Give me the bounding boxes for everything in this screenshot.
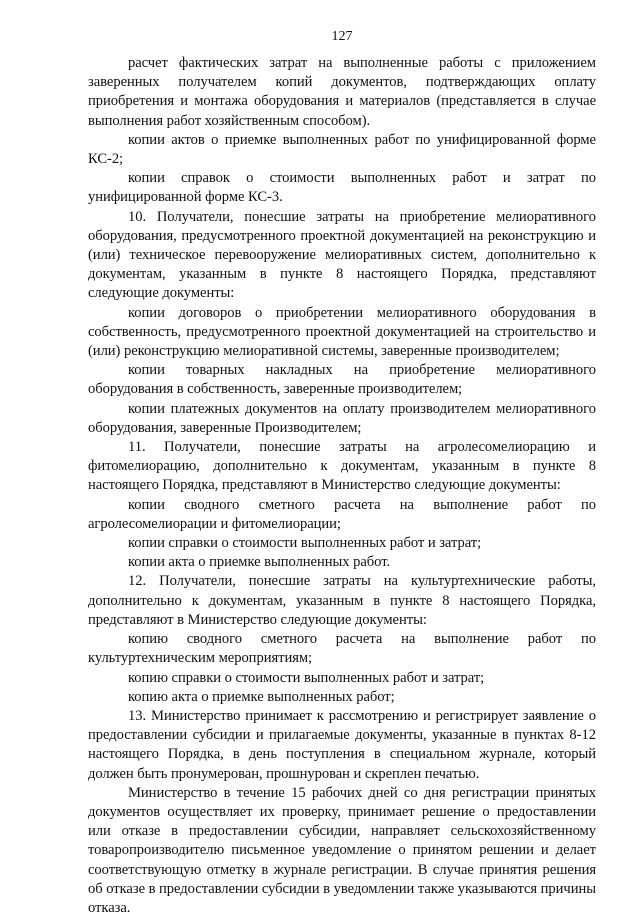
paragraph: копии сводного сметного расчета на выполнение работ по агролесомелиорации и фитомелиорации; bbox=[88, 496, 596, 532]
paragraph: копии договоров о приобретении мелиоративного оборудования в собственность, предусмотренного проектной документацией на строительство и (или) реконструкцию мелиоративной системы, заверенные производителем; bbox=[88, 304, 596, 360]
paragraph: копии акта о приемке выполненных работ. bbox=[128, 554, 391, 571]
paragraph: 11. Получатели, понесшие затраты на агролесомелиорацию и фитомелиорацию, дополнительно к документам, указанным в пункте 8 настоящего Порядка, представляют в Министерство следующие документы: bbox=[88, 439, 596, 494]
paragraph: расчет фактических затрат на выполненные работы с приложением заверенных получателем копий документов, подтверждающих оплату приобретения и монтажа оборудования и материалов (представляется в случае выполнения работ хозяйственным способом). bbox=[88, 55, 596, 129]
paragraph: копии актов о приемке выполненных работ по унифицированной форме КС-2; bbox=[88, 131, 596, 168]
document-page bbox=[88, 28, 596, 918]
paragraph: 13. Министерство принимает к рассмотрению и регистрирует заявление о предоставлении субсидии и прилагаемые документы, указанные в пунктах 8-12 настоящего Порядка, в день поступления в специальном журнале, который должен быть пронумерован, прошнурован и скреплен печатью. bbox=[88, 707, 596, 782]
paragraph: копию справки о стоимости выполненных работ и затрат; bbox=[128, 669, 485, 686]
paragraph: копии справки о стоимости выполненных работ и затрат; bbox=[128, 535, 482, 552]
paragraph: копию акта о приемке выполненных работ; bbox=[128, 688, 395, 705]
paragraph: 10. Получатели, понесшие затраты на приобретение мелиоративного оборудования, предусмотренного проектной документацией на реконструкцию и (или) техническое перевооружение мелиоративных систем, дополнительно к документам, указанным в пункте 8 настоящего Порядка, представляют следующие документы: bbox=[88, 208, 596, 302]
page-number: 127 bbox=[331, 29, 353, 44]
paragraph: Министерство в течение 15 рабочих дней со дня регистрации принятых документов осуществляет их проверку, принимает решение о предоставлении или отказе в предоставлении субсидии, направляет сельскохозяйственному товаропроизводителю письменное уведомление о принятом решении и делает соответствующую отметку в журнале регистрации. В случае принятия решения об отказе в предоставлении субсидии в уведомлении также указываются причины отказа. bbox=[88, 784, 596, 916]
document-body bbox=[88, 54, 596, 918]
paragraph: 12. Получатели, понесшие затраты на культуртехнические работы, дополнительно к документам, указанным в пункте 8 настоящего Порядка, представляют в Министерство следующие документы: bbox=[88, 573, 596, 628]
paragraph: копии справок о стоимости выполненных работ и затрат по унифицированной форме КС-3. bbox=[88, 170, 596, 206]
paragraph: копию сводного сметного расчета на выполнение работ по культуртехническим мероприятиям; bbox=[88, 631, 596, 667]
paragraph: копии платежных документов на оплату производителем мелиоративного оборудования, заверенные Производителем; bbox=[88, 400, 596, 436]
paragraph: копии товарных накладных на приобретение мелиоративного оборудования в собственность, заверенные производителем; bbox=[88, 362, 596, 398]
